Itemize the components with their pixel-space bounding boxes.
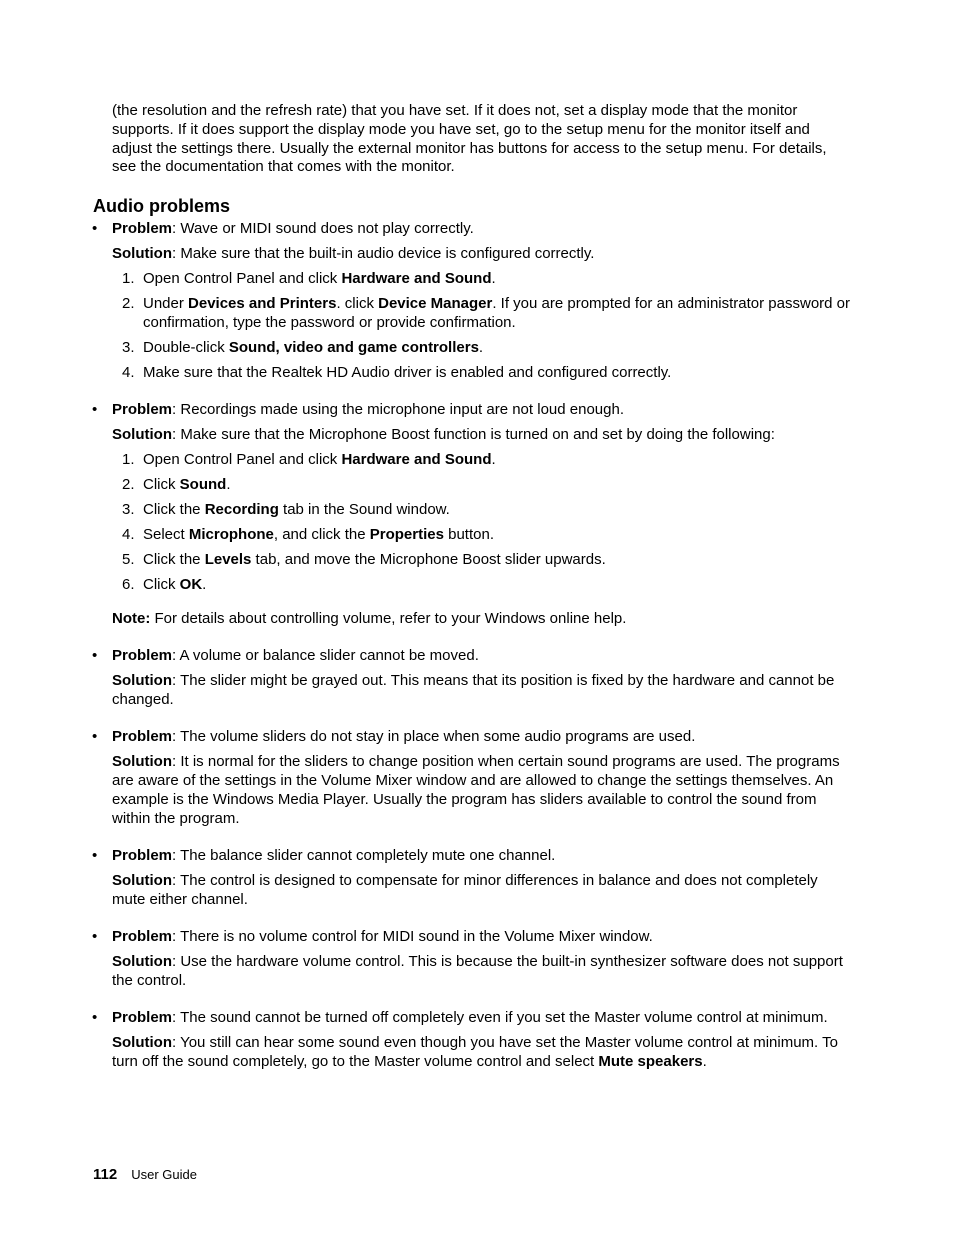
steps-list (112, 450, 852, 594)
problem-text: Recordings made using the microphone input are not loud enough. (180, 401, 624, 418)
step-number: 1. (122, 451, 135, 468)
problem-line (112, 846, 852, 865)
solution-line (112, 752, 852, 828)
problem-line (112, 927, 852, 946)
page-footer (93, 1166, 197, 1184)
label-colon: : (172, 245, 181, 262)
bullet-icon: • (92, 647, 98, 664)
step-number: 5. (122, 551, 135, 568)
step-item (112, 363, 852, 382)
label-colon: : (172, 847, 181, 864)
problem-label: Problem (112, 220, 173, 237)
label-colon: : (172, 647, 180, 664)
label-colon: : (172, 753, 181, 770)
step-emphasis: Recording (204, 501, 279, 518)
problem-label: Problem (112, 847, 173, 864)
step-number: 2. (122, 295, 135, 312)
step-text: button. (443, 526, 494, 543)
problem-label: Problem (112, 728, 173, 745)
step-text: Open Control Panel and click (143, 270, 342, 287)
solution-text: Make sure that the built-in audio device is configured correctly. (180, 245, 595, 262)
step-number: 3. (122, 339, 135, 356)
solution-label: Solution (112, 872, 172, 889)
note-line (112, 609, 852, 628)
step-item (112, 475, 852, 494)
problem-text: There is no volume control for MIDI sound in the Volume Mixer window. (180, 928, 653, 945)
page-number: 112 (93, 1166, 118, 1183)
problem-label: Problem (112, 1009, 173, 1026)
problem-item (0, 646, 852, 709)
solution-line (112, 952, 852, 990)
step-emphasis: Sound (179, 476, 227, 493)
solution-line (112, 671, 852, 709)
problem-item (0, 1008, 852, 1071)
step-emphasis: Properties (369, 526, 444, 543)
step-emphasis: Microphone (188, 526, 274, 543)
problem-label: Problem (112, 401, 173, 418)
problem-text: Wave or MIDI sound does not play correctly. (180, 220, 474, 237)
step-item (112, 294, 852, 332)
problem-item (0, 400, 852, 628)
step-text: Click (143, 476, 180, 493)
solution-line (112, 244, 852, 263)
step-emphasis: Hardware and Sound (341, 270, 492, 287)
bullet-icon: • (92, 847, 98, 864)
step-number: 4. (122, 526, 135, 543)
bullet-icon: • (92, 728, 98, 745)
step-text: . (202, 576, 207, 593)
label-colon: : (172, 953, 181, 970)
label-colon: : (172, 728, 181, 745)
solution-label: Solution (112, 672, 172, 689)
step-text: Open Control Panel and click (143, 451, 342, 468)
step-text: , and click the (273, 526, 370, 543)
label-colon: : (172, 872, 181, 889)
problem-line (112, 219, 852, 238)
step-number: 4. (122, 364, 135, 381)
step-text: . click (336, 295, 379, 312)
bullet-icon: • (92, 401, 98, 418)
step-item (112, 550, 852, 569)
step-number: 3. (122, 501, 135, 518)
label-colon: : (172, 928, 181, 945)
step-emphasis: Levels (204, 551, 252, 568)
step-text: Click the (143, 501, 205, 518)
problem-text: The sound cannot be turned off completely even if you set the Master volume control at minimum. (180, 1009, 828, 1026)
document-title: User Guide (131, 1167, 197, 1182)
step-text: . (491, 451, 496, 468)
step-emphasis: Sound, video and game controllers (228, 339, 479, 356)
step-text: . (478, 339, 484, 356)
step-item (112, 500, 852, 519)
solution-text: The slider might be grayed out. This means that its position is fixed by the hardware and cannot be changed. (112, 672, 835, 708)
label-colon: : (172, 1009, 181, 1026)
problem-item (0, 727, 852, 828)
step-text: Click (143, 576, 180, 593)
step-item (112, 450, 852, 469)
solution-text: Use the hardware volume control. This is because the built-in synthesizer software does not support the control. (112, 953, 843, 989)
step-emphasis: Devices and Printers (188, 295, 337, 312)
solution-line (112, 1033, 852, 1071)
intro-paragraph: (the resolution and the refresh rate) that you have set. If it does not, set a display mode that the monitor supports. If it does support the display mode you have set, go to the setup menu for the monitor itself and adjust the settings there. Usually the external monitor has buttons for access to the setup menu. For details, see the documentation that comes with the monitor. (112, 102, 827, 176)
step-text: Under (143, 295, 189, 312)
step-text: Click the (143, 551, 205, 568)
problem-text: A volume or balance slider cannot be moved. (179, 647, 479, 664)
problem-line (112, 400, 852, 419)
label-colon: : (172, 1034, 181, 1051)
step-emphasis: OK (179, 576, 203, 593)
step-text: Double-click (143, 339, 229, 356)
problem-item (0, 219, 852, 382)
problem-text: The volume sliders do not stay in place when some audio programs are used. (180, 728, 696, 745)
solution-line (112, 871, 852, 909)
label-colon: : (172, 401, 181, 418)
solution-line (112, 425, 852, 444)
bullet-icon: • (92, 220, 98, 237)
problem-label: Problem (112, 928, 173, 945)
step-text: tab in the Sound window. (278, 501, 450, 518)
problem-item (0, 927, 852, 990)
solution-label: Solution (112, 245, 172, 262)
step-text: Make sure that the Realtek HD Audio driver is enabled and configured correctly. (143, 364, 672, 381)
step-text: . If you are prompted for an administrator password or confirmation, type the password or provide confirmation. (143, 295, 851, 331)
step-number: 1. (122, 270, 135, 287)
steps-list (112, 269, 852, 382)
solution-text: You still can hear some sound even though you have set the Master volume control at minimum. To turn off the sound completely, go to the Master volume control and select (112, 1034, 838, 1070)
problem-line (112, 1008, 852, 1027)
solution-text: It is normal for the sliders to change position when certain sound programs are used. The programs are aware of the settings in the Volume Mixer window and are allowed to change the settings themselves. An example is the Windows Media Player. Usually the program has sliders available to control the sound from within the program. (112, 753, 840, 827)
note-text: For details about controlling volume, refer to your Windows online help. (154, 610, 627, 627)
label-colon: : (172, 220, 181, 237)
label-colon: : (172, 426, 181, 443)
step-text: tab, and move the Microphone Boost slider upwards. (251, 551, 606, 568)
step-item (112, 575, 852, 594)
bullet-icon: • (92, 928, 98, 945)
problem-item (0, 846, 852, 909)
section-title: Audio problems (93, 196, 231, 216)
problem-line (112, 727, 852, 746)
solution-emphasis: Mute speakers (598, 1053, 703, 1070)
problems-list (0, 219, 954, 1071)
step-item (112, 338, 852, 357)
bullet-icon: • (92, 1009, 98, 1026)
problem-line (112, 646, 852, 665)
step-emphasis: Hardware and Sound (341, 451, 492, 468)
step-emphasis: Device Manager (378, 295, 493, 312)
solution-label: Solution (112, 1034, 172, 1051)
step-item (112, 525, 852, 544)
step-item (112, 269, 852, 288)
step-number: 6. (122, 576, 135, 593)
solution-text: . (702, 1053, 707, 1070)
solution-text: Make sure that the Microphone Boost function is turned on and set by doing the following: (180, 426, 775, 443)
solution-label: Solution (112, 426, 172, 443)
solution-label: Solution (112, 753, 172, 770)
problem-label: Problem (112, 647, 173, 664)
problem-text: The balance slider cannot completely mute one channel. (180, 847, 556, 864)
solution-text: The control is designed to compensate for minor differences in balance and does not completely mute either channel. (112, 872, 818, 908)
label-colon: : (172, 672, 181, 689)
note-label: Note: (112, 610, 151, 627)
step-text: Select (143, 526, 189, 543)
step-text: . (491, 270, 496, 287)
step-text: . (226, 476, 231, 493)
step-number: 2. (122, 476, 135, 493)
solution-label: Solution (112, 953, 172, 970)
